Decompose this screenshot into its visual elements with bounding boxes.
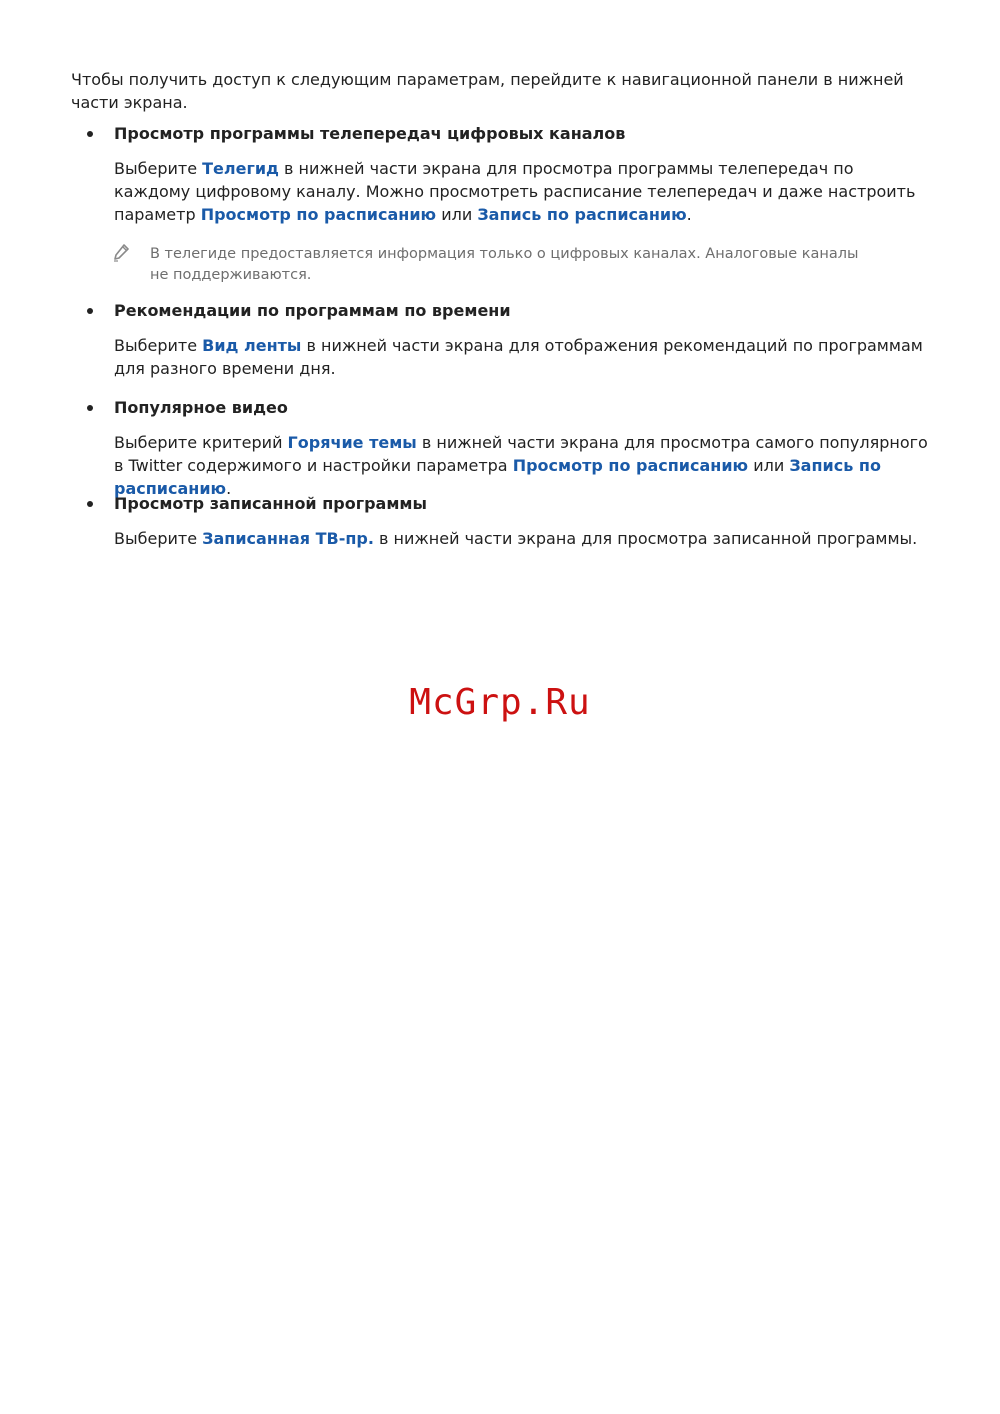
link-schedule-viewing[interactable]: Просмотр по расписанию — [200, 205, 437, 224]
bullet — [87, 405, 93, 411]
link-schedule-viewing[interactable]: Просмотр по расписанию — [512, 456, 749, 475]
link-guide[interactable]: Телегид — [202, 159, 279, 178]
intro-paragraph: Чтобы получить доступ к следующим параметрам, перейдите к навигационной панели в нижней части экрана. — [71, 70, 904, 112]
body-text: Выберите — [114, 159, 203, 178]
note-text: В телегиде предоставляется информация только о цифровых каналах. Аналоговые каналы не поддерживаются. — [150, 246, 859, 283]
link-schedule-recording[interactable]: Запись по расписанию — [114, 456, 881, 498]
pencil-icon — [113, 244, 129, 262]
bullet — [87, 501, 93, 507]
watermark: McGrp.Ru — [409, 682, 591, 723]
link-schedule-recording[interactable]: Запись по расписанию — [477, 205, 687, 224]
body-text: в нижней части экрана для просмотра записанной программы. — [373, 529, 918, 548]
body-text: в нижней части экрана для просмотра программы телепередач по каждому цифровому каналу. Можно просмотреть расписание телепередач и даже настроить параметр — [114, 159, 916, 224]
bullet — [87, 131, 93, 137]
item-title: Просмотр программы телепередач цифровых каналов — [114, 124, 626, 143]
body-text: в нижней части экрана для просмотра самого популярного в Twitter содержимого и настройки параметра — [114, 433, 928, 475]
item-description — [114, 431, 929, 500]
body-text: . — [686, 205, 692, 224]
body-text: Выберите — [114, 336, 203, 355]
bullet — [87, 308, 93, 314]
body-text: . — [226, 479, 232, 498]
body-text: или — [748, 456, 790, 475]
link-recorded-tv[interactable]: Записанная ТВ-пр. — [202, 529, 374, 548]
body-text: в нижней части экрана для отображения рекомендаций по программам для разного времени дня. — [114, 336, 923, 378]
item-description — [114, 157, 929, 226]
item-title: Рекомендации по программам по времени — [114, 301, 511, 320]
body-text: Выберите критерий — [114, 433, 288, 452]
link-feed-view[interactable]: Вид ленты — [202, 336, 302, 355]
body-text: Выберите — [114, 529, 203, 548]
body-text: или — [436, 205, 478, 224]
item-description — [114, 527, 929, 550]
item-title: Популярное видео — [114, 398, 288, 417]
item-title: Просмотр записанной программы — [114, 494, 427, 513]
item-description — [114, 334, 929, 380]
link-hot-topics[interactable]: Горячие темы — [287, 433, 417, 452]
